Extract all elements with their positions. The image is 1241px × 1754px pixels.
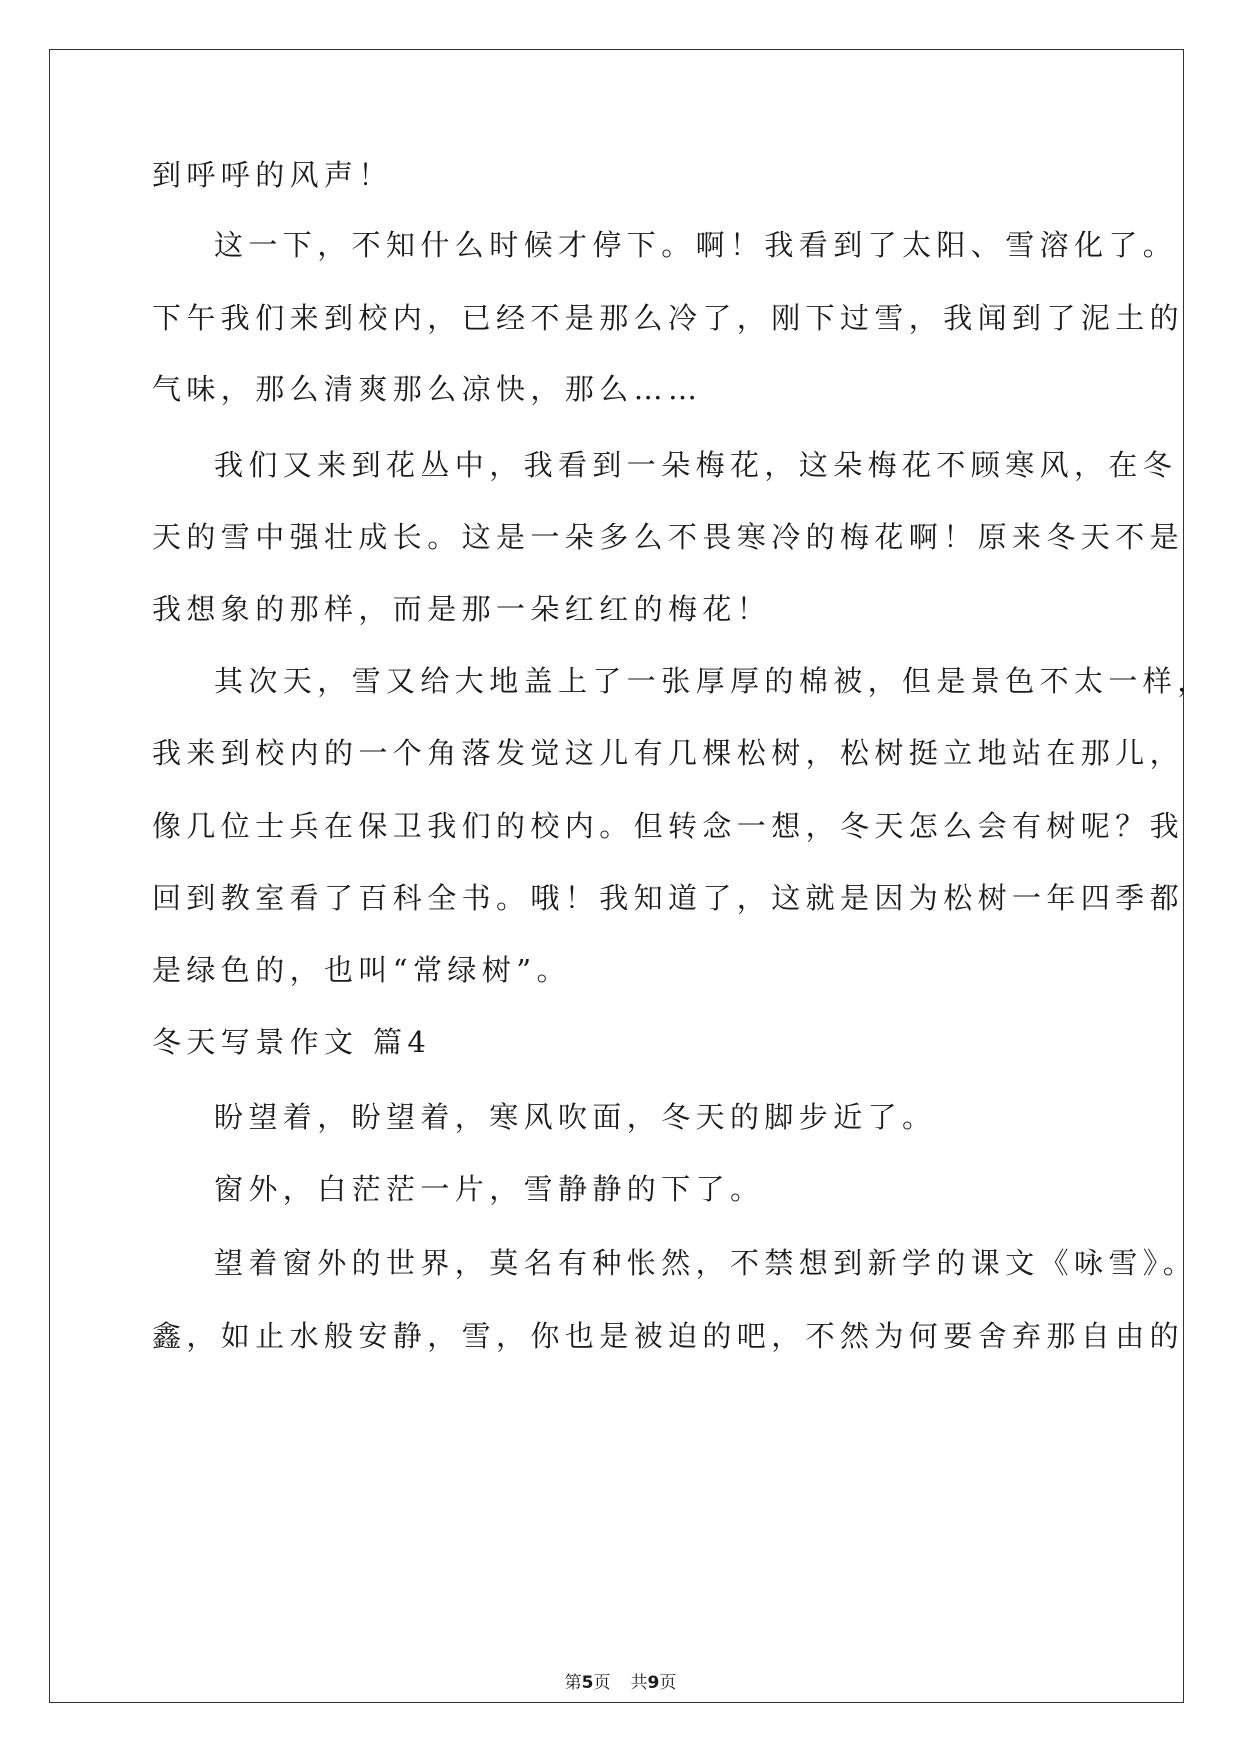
- footer-current-page: 5: [581, 1673, 594, 1693]
- text-line: 这一下，不知什么时候才停下。啊！我看到了太阳、雪溶化了。: [214, 228, 1178, 262]
- text-line: 是绿色的，也叫“常绿树”。: [152, 953, 571, 987]
- footer-total-prefix: 共: [630, 1673, 648, 1693]
- page-footer: [0, 1672, 1241, 1694]
- text-line: 气味，那么清爽那么凉快，那么……: [152, 372, 703, 406]
- footer-total-pages: 9: [647, 1673, 660, 1693]
- footer-page-suffix: 页: [593, 1673, 611, 1693]
- text-line: 我来到校内的一个角落发觉这儿有几棵松树，松树挺立地站在那儿，: [152, 736, 1185, 770]
- text-line: 天的雪中强壮成长。这是一朵多么不畏寒冷的梅花啊！原来冬天不是: [152, 520, 1185, 554]
- section-heading: 冬天写景作文 篇4: [152, 1025, 432, 1059]
- text-line: 鑫，如止水般安静，雪，你也是被迫的吧，不然为何要舍弃那自由的: [152, 1319, 1185, 1353]
- text-line: 到呼呼的风声！: [152, 158, 393, 192]
- text-line: 盼望着，盼望着，寒风吹面，冬天的脚步近了。: [214, 1100, 937, 1134]
- text-line: 像几位士兵在保卫我们的校内。但转念一想，冬天怎么会有树呢？我: [152, 809, 1185, 843]
- footer-page-prefix: 第: [564, 1673, 582, 1693]
- text-line: 其次天，雪又给大地盖上了一张厚厚的棉被，但是景色不太一样，: [214, 664, 1212, 698]
- text-line: 窗外，白茫茫一片，雪静静的下了。: [214, 1172, 765, 1206]
- text-line: 我想象的那样，而是那一朵红红的梅花！: [152, 592, 772, 626]
- footer-total-suffix: 页: [659, 1673, 677, 1693]
- text-line: 下午我们来到校内，已经不是那么冷了，刚下过雪，我闻到了泥土的: [152, 301, 1185, 335]
- text-line: 望着窗外的世界，莫名有种怅然，不禁想到新学的课文《咏雪》。: [214, 1246, 1198, 1280]
- text-line: 回到教室看了百科全书。哦！我知道了，这就是因为松树一年四季都: [152, 881, 1185, 915]
- text-line: 我们又来到花丛中，我看到一朵梅花，这朵梅花不顾寒风，在冬: [214, 448, 1178, 482]
